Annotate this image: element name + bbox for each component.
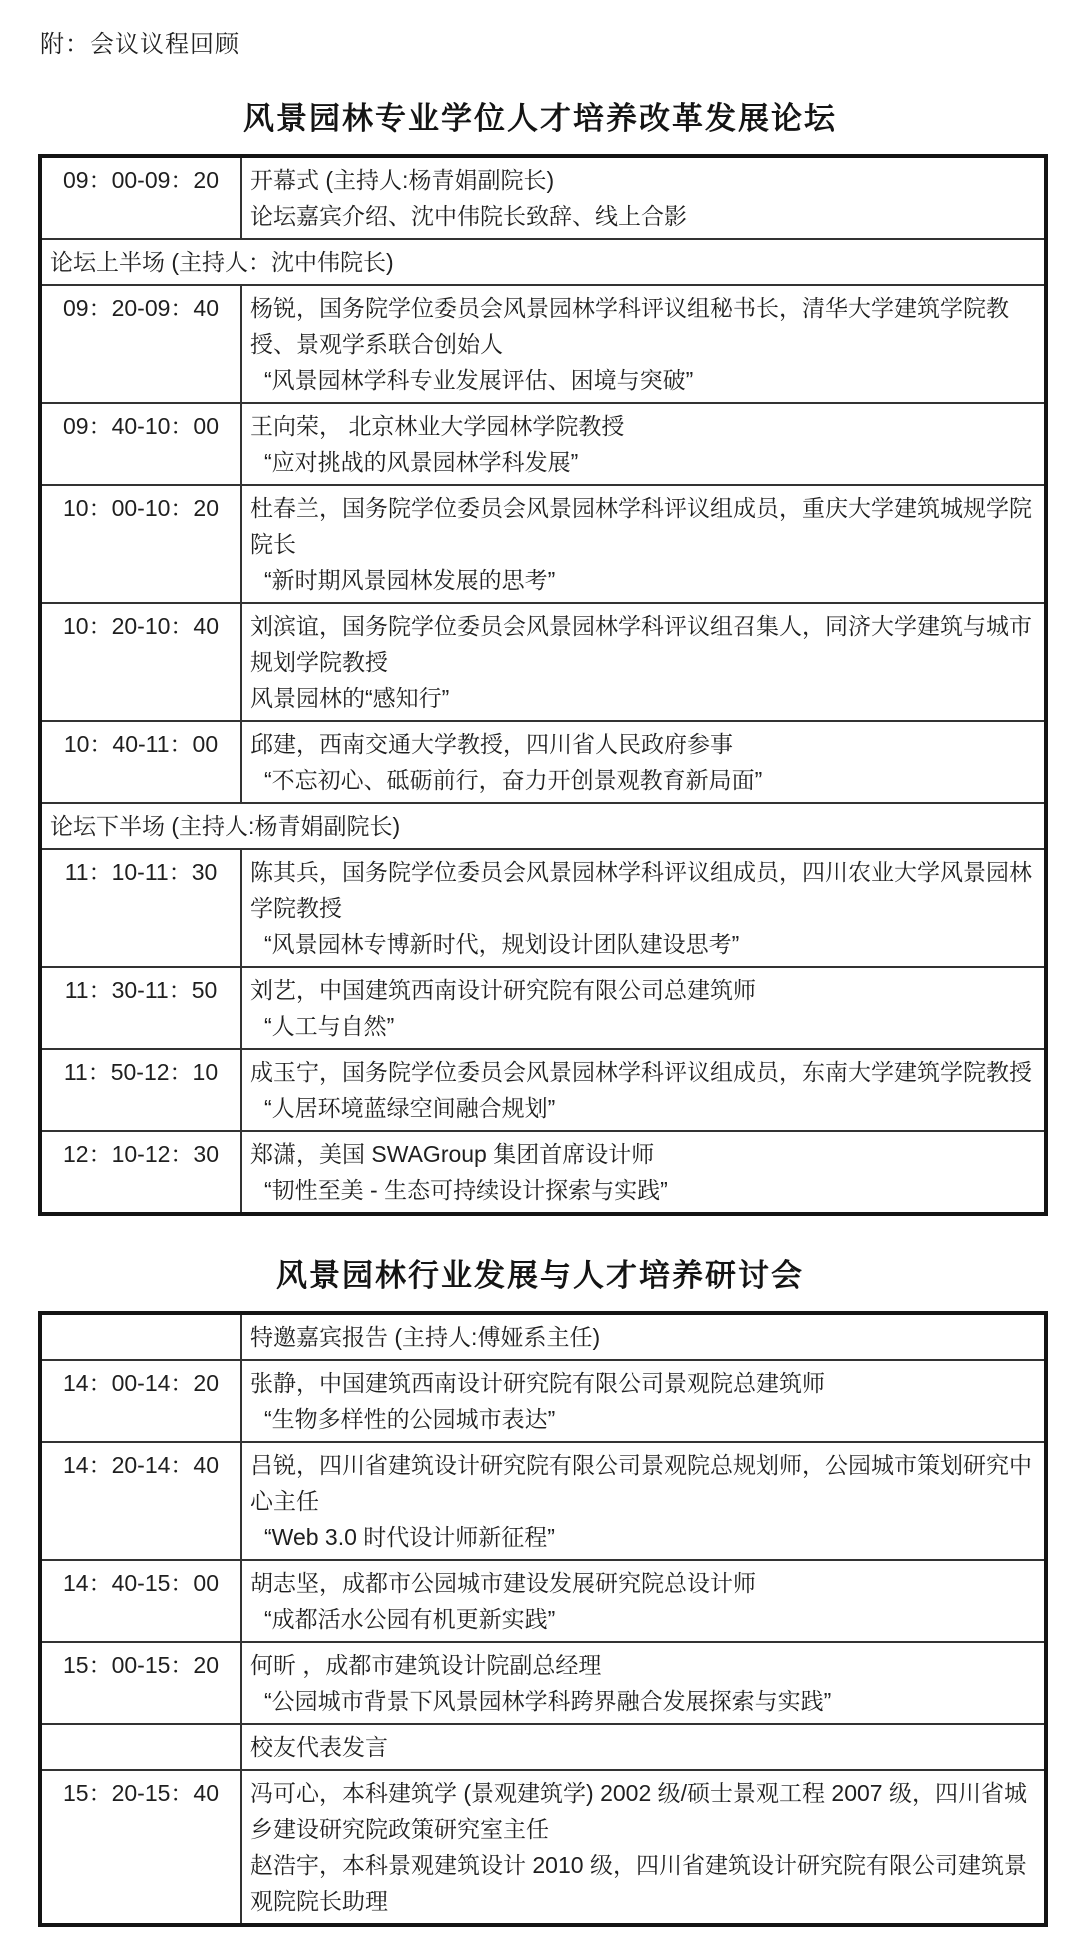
talk-title-line: “人工与自然” (264, 1013, 395, 1039)
speaker-line: 刘艺，中国建筑西南设计研究院有限公司总建筑师 (250, 977, 756, 1003)
speaker-line: 张静，中国建筑西南设计研究院有限公司景观院总建筑师 (250, 1370, 825, 1396)
time-slot: 10：40-11：00 (40, 721, 241, 803)
time-slot: 15：20-15：40 (40, 1770, 241, 1925)
talk-title-line: “生物多样性的公园城市表达” (264, 1406, 556, 1432)
speaker-line: 杨锐，国务院学位委员会风景园林学科评议组秘书长，清华大学建筑学院教授、景观学系联合创始人 (250, 295, 1009, 357)
time-slot: 09：40-10：00 (40, 403, 241, 485)
agenda-row (40, 1724, 1046, 1770)
agenda-row (40, 1770, 1046, 1925)
agenda-table (38, 154, 1048, 1216)
time-slot: 12：10-12：30 (40, 1131, 241, 1214)
speaker-line: 吕锐，四川省建筑设计研究院有限公司景观院总规划师，公园城市策划研究中心主任 (250, 1452, 1032, 1514)
time-slot: 11：50-12：10 (40, 1049, 241, 1131)
forum-title: 风景园林专业学位人才培养改革发展论坛 (243, 101, 837, 137)
session-content (241, 1560, 1046, 1642)
speaker-line: 杜春兰，国务院学位委员会风景园林学科评议组成员，重庆大学建筑城规学院院长 (250, 495, 1032, 557)
session-banner-text (40, 239, 1046, 285)
agenda-row (40, 485, 1046, 603)
agenda-row (40, 1560, 1046, 1642)
agenda-row (40, 849, 1046, 967)
session-content (241, 485, 1046, 603)
talk-title-line: “风景园林专博新时代，规划设计团队建设思考” (264, 931, 740, 957)
time-slot: 14：40-15：00 (40, 1560, 241, 1642)
forum-section (0, 93, 1080, 1216)
agenda-row (40, 721, 1046, 803)
talk-title-line: “风景园林学科专业发展评估、困境与突破” (264, 367, 694, 393)
talk-title-line: “成都活水公园有机更新实践” (264, 1606, 556, 1632)
speaker-line: 特邀嘉宾报告 (主持人:傅娅系主任) (250, 1324, 601, 1350)
session-content (241, 1642, 1046, 1724)
agenda-row (40, 403, 1046, 485)
talk-title-line: “新时期风景园林发展的思考” (264, 567, 556, 593)
session-content (241, 1360, 1046, 1442)
speaker-line: 论坛嘉宾介绍、沈中伟院长致辞、线上合影 (250, 203, 687, 229)
time-slot: 11：10-11：30 (40, 849, 241, 967)
session-content (241, 1442, 1046, 1560)
session-banner-text (40, 803, 1046, 849)
session-banner-row (40, 239, 1046, 285)
agenda-row (40, 603, 1046, 721)
agenda-row (40, 285, 1046, 403)
time-slot: 14：00-14：20 (40, 1360, 241, 1442)
time-slot: 09：20-09：40 (40, 285, 241, 403)
forum-title: 风景园林行业发展与人才培养研讨会 (276, 1258, 804, 1294)
agenda-row (40, 1131, 1046, 1214)
time-slot (40, 1724, 241, 1770)
agenda-row (40, 1049, 1046, 1131)
session-content (241, 603, 1046, 721)
speaker-line: 冯可心，本科建筑学 (景观建筑学) 2002 级/硕士景观工程 2007 级，四川省城乡建设研究院政策研究室主任 (250, 1780, 1027, 1842)
session-content (241, 967, 1046, 1049)
agenda-row (40, 1642, 1046, 1724)
speaker-line: 邱建，西南交通大学教授，四川省人民政府参事 (250, 731, 733, 757)
speaker-line: 刘滨谊，国务院学位委员会风景园林学科评议组召集人，同济大学建筑与城市规划学院教授 (250, 613, 1032, 675)
session-content (241, 1724, 1046, 1770)
speaker-line: 胡志坚，成都市公园城市建设发展研究院总设计师 (250, 1570, 756, 1596)
talk-title-line: “人居环境蓝绿空间融合规划” (264, 1095, 556, 1121)
time-slot: 15：00-15：20 (40, 1642, 241, 1724)
attachment-label: 附：会议议程回顾 (40, 31, 240, 58)
agenda-row (40, 967, 1046, 1049)
session-content (241, 1770, 1046, 1925)
speaker-line: 校友代表发言 (250, 1734, 388, 1760)
session-content (241, 721, 1046, 803)
time-slot: 10：00-10：20 (40, 485, 241, 603)
speaker-line: 开幕式 (主持人:杨青娟副院长) (250, 167, 555, 193)
speaker-line: 风景园林的“感知行” (250, 685, 450, 711)
forums-container (0, 93, 1080, 1927)
session-banner-row (40, 803, 1046, 849)
talk-title-line: “韧性至美 - 生态可持续设计探索与实践” (264, 1177, 668, 1203)
session-content (241, 849, 1046, 967)
speaker-line: 赵浩宇，本科景观建筑设计 2010 级，四川省建筑设计研究院有限公司建筑景观院院长助理 (250, 1852, 1027, 1914)
talk-title-line: “公园城市背景下风景园林学科跨界融合发展探索与实践” (264, 1688, 832, 1714)
session-content (241, 285, 1046, 403)
time-slot (40, 1313, 241, 1360)
session-content (241, 156, 1046, 239)
speaker-line: 陈其兵，国务院学位委员会风景园林学科评议组成员，四川农业大学风景园林学院教授 (250, 859, 1032, 921)
speaker-line: 郑潇，美国 SWAGroup 集团首席设计师 (250, 1141, 655, 1167)
talk-title-line: “不忘初心、砥砺前行，奋力开创景观教育新局面” (264, 767, 763, 793)
time-slot: 09：00-09：20 (40, 156, 241, 239)
speaker-line: 何昕 ，成都市建筑设计院副总经理 (250, 1652, 602, 1678)
agenda-row (40, 1442, 1046, 1560)
banner-line: 论坛上半场 (主持人：沈中伟院长) (50, 249, 394, 275)
agenda-row (40, 156, 1046, 239)
agenda-row (40, 1360, 1046, 1442)
time-slot: 10：20-10：40 (40, 603, 241, 721)
speaker-line: 王向荣， 北京林业大学园林学院教授 (250, 413, 625, 439)
session-content (241, 1049, 1046, 1131)
time-slot: 14：20-14：40 (40, 1442, 241, 1560)
time-slot: 11：30-11：50 (40, 967, 241, 1049)
agenda-row (40, 1313, 1046, 1360)
banner-line: 论坛下半场 (主持人:杨青娟副院长) (50, 813, 401, 839)
agenda-document (0, 24, 1080, 1941)
session-content (241, 1313, 1046, 1360)
session-content (241, 1131, 1046, 1214)
agenda-table (38, 1311, 1048, 1927)
talk-title-line: “应对挑战的风景园林学科发展” (264, 449, 579, 475)
session-content (241, 403, 1046, 485)
talk-title-line: “Web 3.0 时代设计师新征程” (264, 1524, 555, 1550)
speaker-line: 成玉宁，国务院学位委员会风景园林学科评议组成员，东南大学建筑学院教授 (250, 1059, 1032, 1085)
forum-section (0, 1250, 1080, 1927)
